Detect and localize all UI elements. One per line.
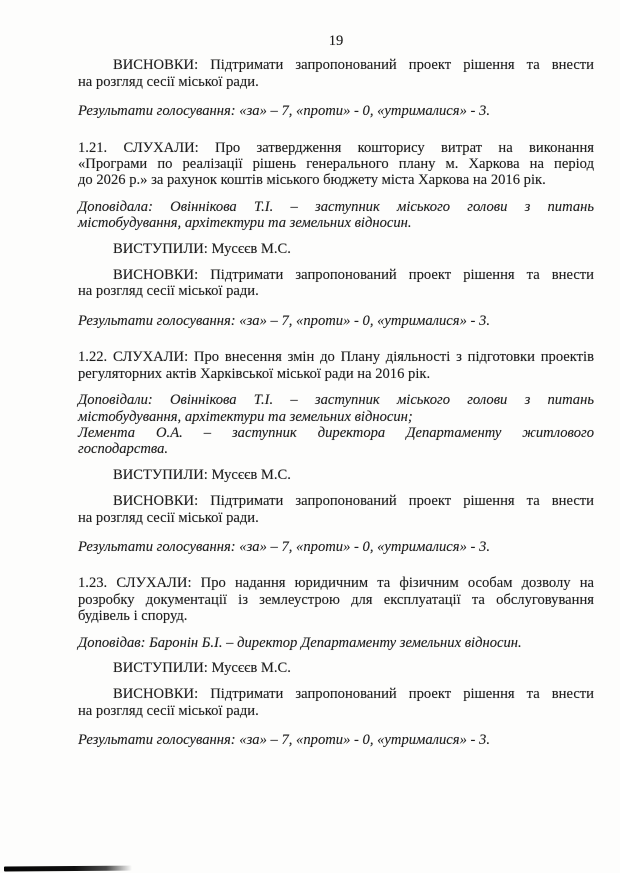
agenda-item-heading: 1.21. СЛУХАЛИ: Про затвердження кошторису витрат на виконання «Програми по реалізації рішень генерального плану м. Харкова на період до 2026 р.» за рахунок коштів міського бюджету міста Харкова на 2016 рік. (78, 139, 594, 189)
conclusion-paragraph: ВИСНОВКИ: Підтримати запропонований проект рішення та внести на розгляд сесії міської ради. (78, 267, 594, 300)
reporter-paragraph: Доповідав: Баронін Б.І. – директор Департаменту земельних відносин. (78, 634, 522, 651)
agenda-item-heading: 1.23. СЛУХАЛИ: Про надання юридичним та фізичним особам дозволу на розробку документації із землеустрою для експлуатації та обслуговування будівель і споруд. (78, 575, 594, 625)
speakers-paragraph: ВИСТУПИЛИ: Мусєєв М.С. (113, 659, 291, 676)
reporter-paragraph-second: Лемента О.А. – заступник директора Департаменту житлового господарства. (78, 424, 594, 458)
vote-results: Результати голосування: «за» – 7, «проти» - 0, «утрималися» - 3. (78, 312, 490, 329)
speakers-paragraph: ВИСТУПИЛИ: Мусєєв М.С. (113, 240, 291, 257)
scan-artifact-bar (4, 866, 132, 872)
vote-results: Результати голосування: «за» – 7, «проти» - 0, «утрималися» - 3. (78, 103, 490, 120)
vote-results: Результати голосування: «за» – 7, «проти» - 0, «утрималися» - 3. (78, 538, 490, 555)
reporter-paragraph: Доповідала: Овіннікова Т.І. – заступник міського голови з питань містобудування, архітектури та земельних відносин. (78, 198, 594, 232)
conclusion-paragraph: ВИСНОВКИ: Підтримати запропонований проект рішення та внести на розгляд сесії міської ради. (78, 686, 594, 719)
agenda-item-1-22 (78, 349, 594, 555)
speakers-paragraph: ВИСТУПИЛИ: Мусєєв М.С. (113, 466, 291, 483)
agenda-item-1-21 (78, 140, 594, 330)
agenda-item-1-23 (78, 575, 594, 748)
agenda-item-heading: 1.22. СЛУХАЛИ: Про внесення змін до Плану діяльності з підготовки проектів регуляторних актів Харківської міської ради на 2016 рік. (78, 349, 594, 382)
reporter-paragraph: Доповідали: Овіннікова Т.І. – заступник міського голови з питань містобудування, архітектури та земельних відносин; (78, 392, 594, 425)
conclusion-paragraph: ВИСНОВКИ: Підтримати запропонований проект рішення та внести на розгляд сесії міської ради. (78, 493, 594, 526)
page-number: 19 (328, 33, 344, 49)
vote-results: Результати голосування: «за» – 7, «проти» - 0, «утрималися» - 3. (78, 732, 490, 749)
conclusion-paragraph: ВИСНОВКИ: Підтримати запропонований проект рішення та внести на розгляд сесії міської ради. (78, 57, 594, 90)
